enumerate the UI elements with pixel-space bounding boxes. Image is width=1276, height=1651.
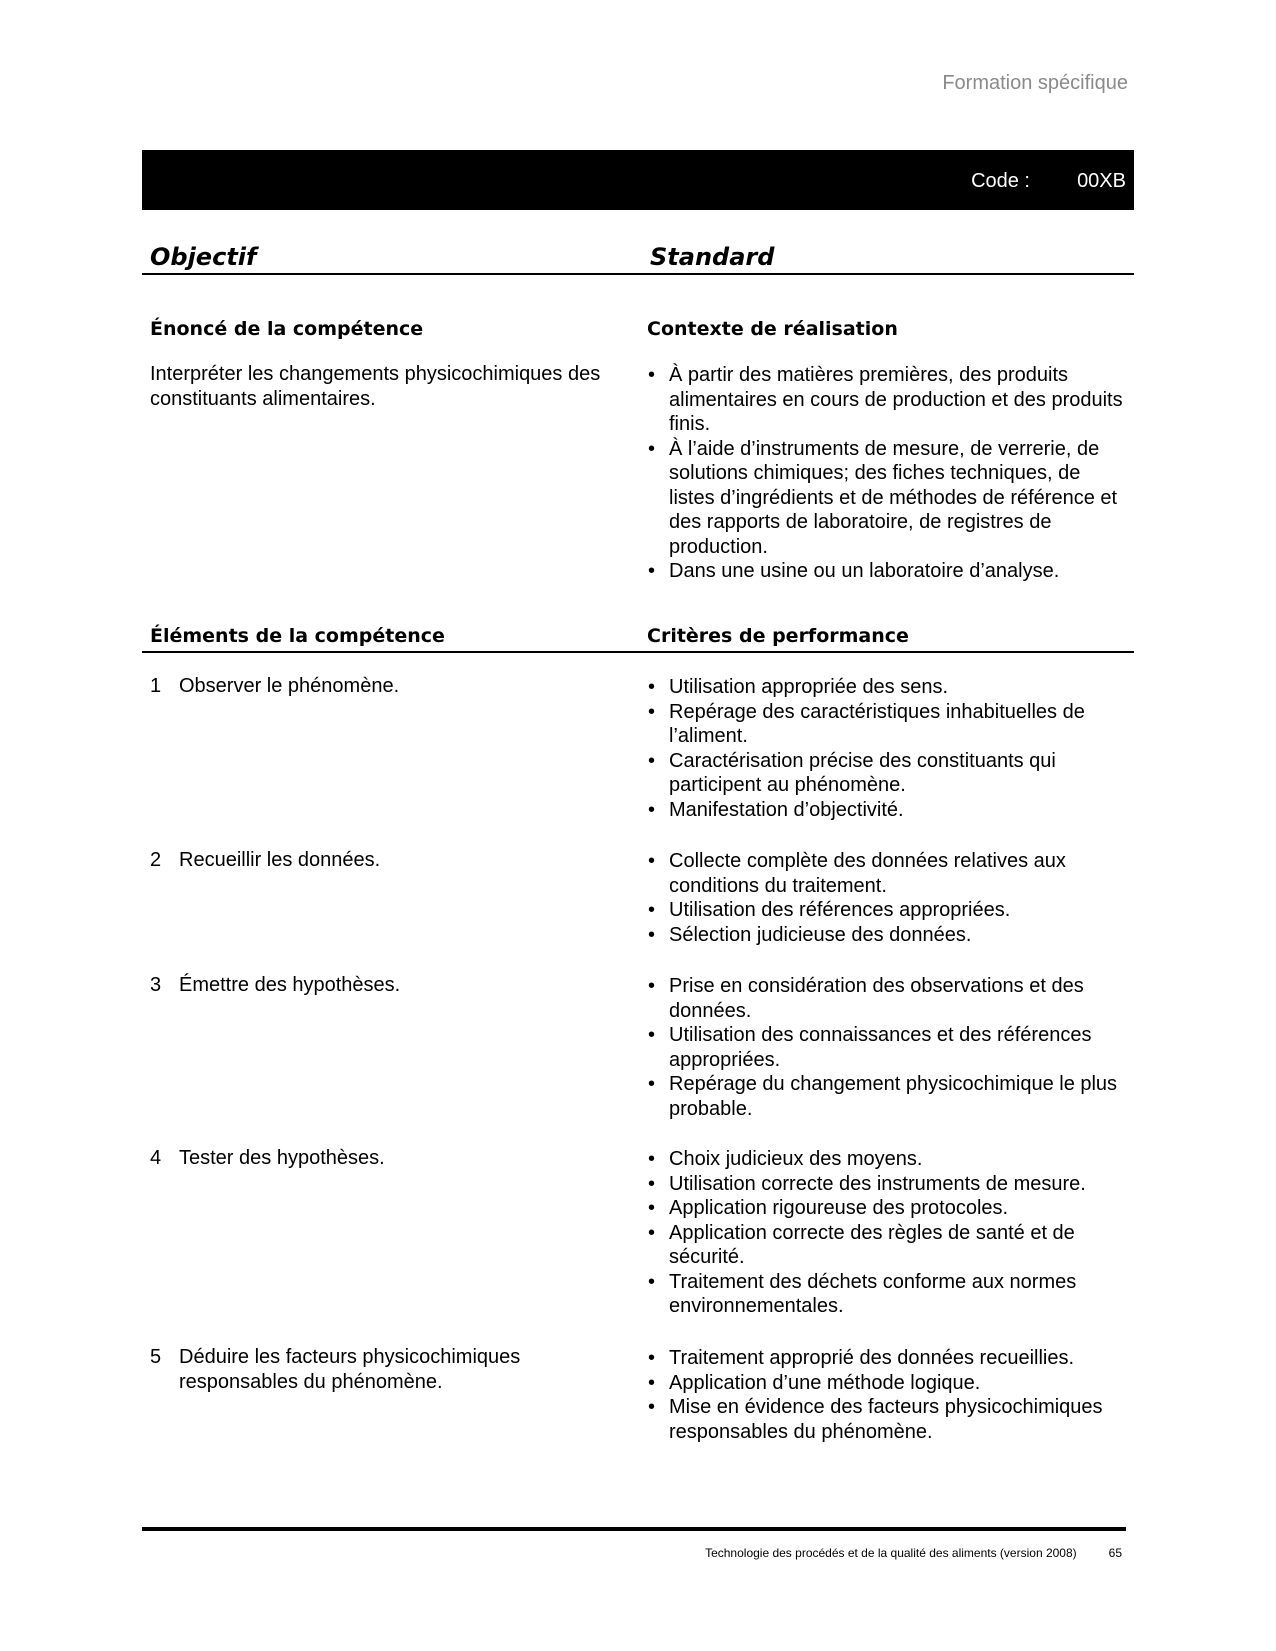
contexte-item: • À l’aide d’instruments de mesure, de verrerie, de solutions chimiques; des fiches techniques, de listes d’ingrédients et de méthodes de référence et des rapports de laboratoire, de registres de production. xyxy=(645,437,1125,560)
element-text: Recueillir les données. xyxy=(179,849,381,871)
section-header: Formation spécifique xyxy=(942,72,1128,94)
element-number: 3 xyxy=(150,974,162,996)
criteria-item: • Repérage du changement physicochimique le plus probable. xyxy=(645,1072,1125,1121)
element-number: 1 xyxy=(150,675,162,697)
footer xyxy=(705,1546,1122,1560)
contexte-list xyxy=(645,363,1125,584)
criteria-item: • Mise en évidence des facteurs physicochimiques responsables du phénomène. xyxy=(645,1395,1125,1444)
criteria-list xyxy=(645,675,1125,822)
element-number: 5 xyxy=(150,1346,162,1368)
code-label: Code : xyxy=(971,170,1030,192)
criteria-item: • Traitement des déchets conforme aux normes environnementales. xyxy=(645,1270,1125,1319)
element-text: Tester des hypothèses. xyxy=(179,1147,385,1169)
criteria-item: • Choix judicieux des moyens. xyxy=(645,1147,1125,1172)
element-row xyxy=(150,1146,630,1171)
elements-label: Éléments de la compétence xyxy=(150,625,445,647)
criteria-item: • Sélection judicieuse des données. xyxy=(645,923,1125,948)
element-row xyxy=(150,1345,580,1394)
element-number: 4 xyxy=(150,1147,162,1169)
criteria-item: • Traitement approprié des données recueillies. xyxy=(645,1346,1125,1371)
criteria-list xyxy=(645,1147,1125,1319)
footer-title: Technologie des procédés et de la qualité des aliments (version 2008) xyxy=(705,1546,1077,1560)
code-bar xyxy=(142,150,1134,210)
element-row xyxy=(150,973,630,998)
criteria-item: • Application d’une méthode logique. xyxy=(645,1371,1125,1396)
criteria-item: • Application correcte des règles de santé et de sécurité. xyxy=(645,1221,1125,1270)
element-row xyxy=(150,848,630,873)
footer-divider xyxy=(142,1527,1126,1531)
criteria-item: • Utilisation correcte des instruments de mesure. xyxy=(645,1172,1125,1197)
contexte-item: • À partir des matières premières, des produits alimentaires en cours de production et des produits finis. xyxy=(645,363,1125,437)
criteria-item: • Application rigoureuse des protocoles. xyxy=(645,1196,1125,1221)
heading-divider xyxy=(142,273,1134,275)
criteria-item: • Utilisation des connaissances et des références appropriées. xyxy=(645,1023,1125,1072)
standard-heading: Standard xyxy=(650,243,775,271)
criteria-item: • Repérage des caractéristiques inhabituelles de l’aliment. xyxy=(645,700,1125,749)
competence-text: Interpréter les changements physicochimiques des constituants alimentaires. xyxy=(150,363,601,410)
criteria-list xyxy=(645,849,1125,947)
contexte-label: Contexte de réalisation xyxy=(647,318,898,340)
criteria-list xyxy=(645,974,1125,1121)
element-row xyxy=(150,674,630,699)
element-number: 2 xyxy=(150,849,162,871)
criteres-label: Critères de performance xyxy=(647,625,909,647)
criteria-item: • Prise en considération des observations et des données. xyxy=(645,974,1125,1023)
elements-divider xyxy=(142,651,1134,653)
element-text: Déduire les facteurs physicochimiques responsables du phénomène. xyxy=(179,1346,521,1393)
criteria-list xyxy=(645,1346,1125,1444)
criteria-item: • Caractérisation précise des constituants qui participent au phénomène. xyxy=(645,749,1125,798)
competence-label: Énoncé de la compétence xyxy=(150,318,424,340)
code-value: 00XB xyxy=(1077,170,1126,192)
element-text: Émettre des hypothèses. xyxy=(179,974,401,996)
page-number: 65 xyxy=(1108,1546,1122,1560)
criteria-item: • Collecte complète des données relatives aux conditions du traitement. xyxy=(645,849,1125,898)
criteria-item: • Utilisation des références appropriées. xyxy=(645,898,1125,923)
objectif-heading: Objectif xyxy=(150,243,257,271)
criteria-item: • Manifestation d’objectivité. xyxy=(645,798,1125,823)
contexte-item: • Dans une usine ou un laboratoire d’analyse. xyxy=(645,559,1125,584)
element-text: Observer le phénomène. xyxy=(179,675,400,697)
criteria-item: • Utilisation appropriée des sens. xyxy=(645,675,1125,700)
